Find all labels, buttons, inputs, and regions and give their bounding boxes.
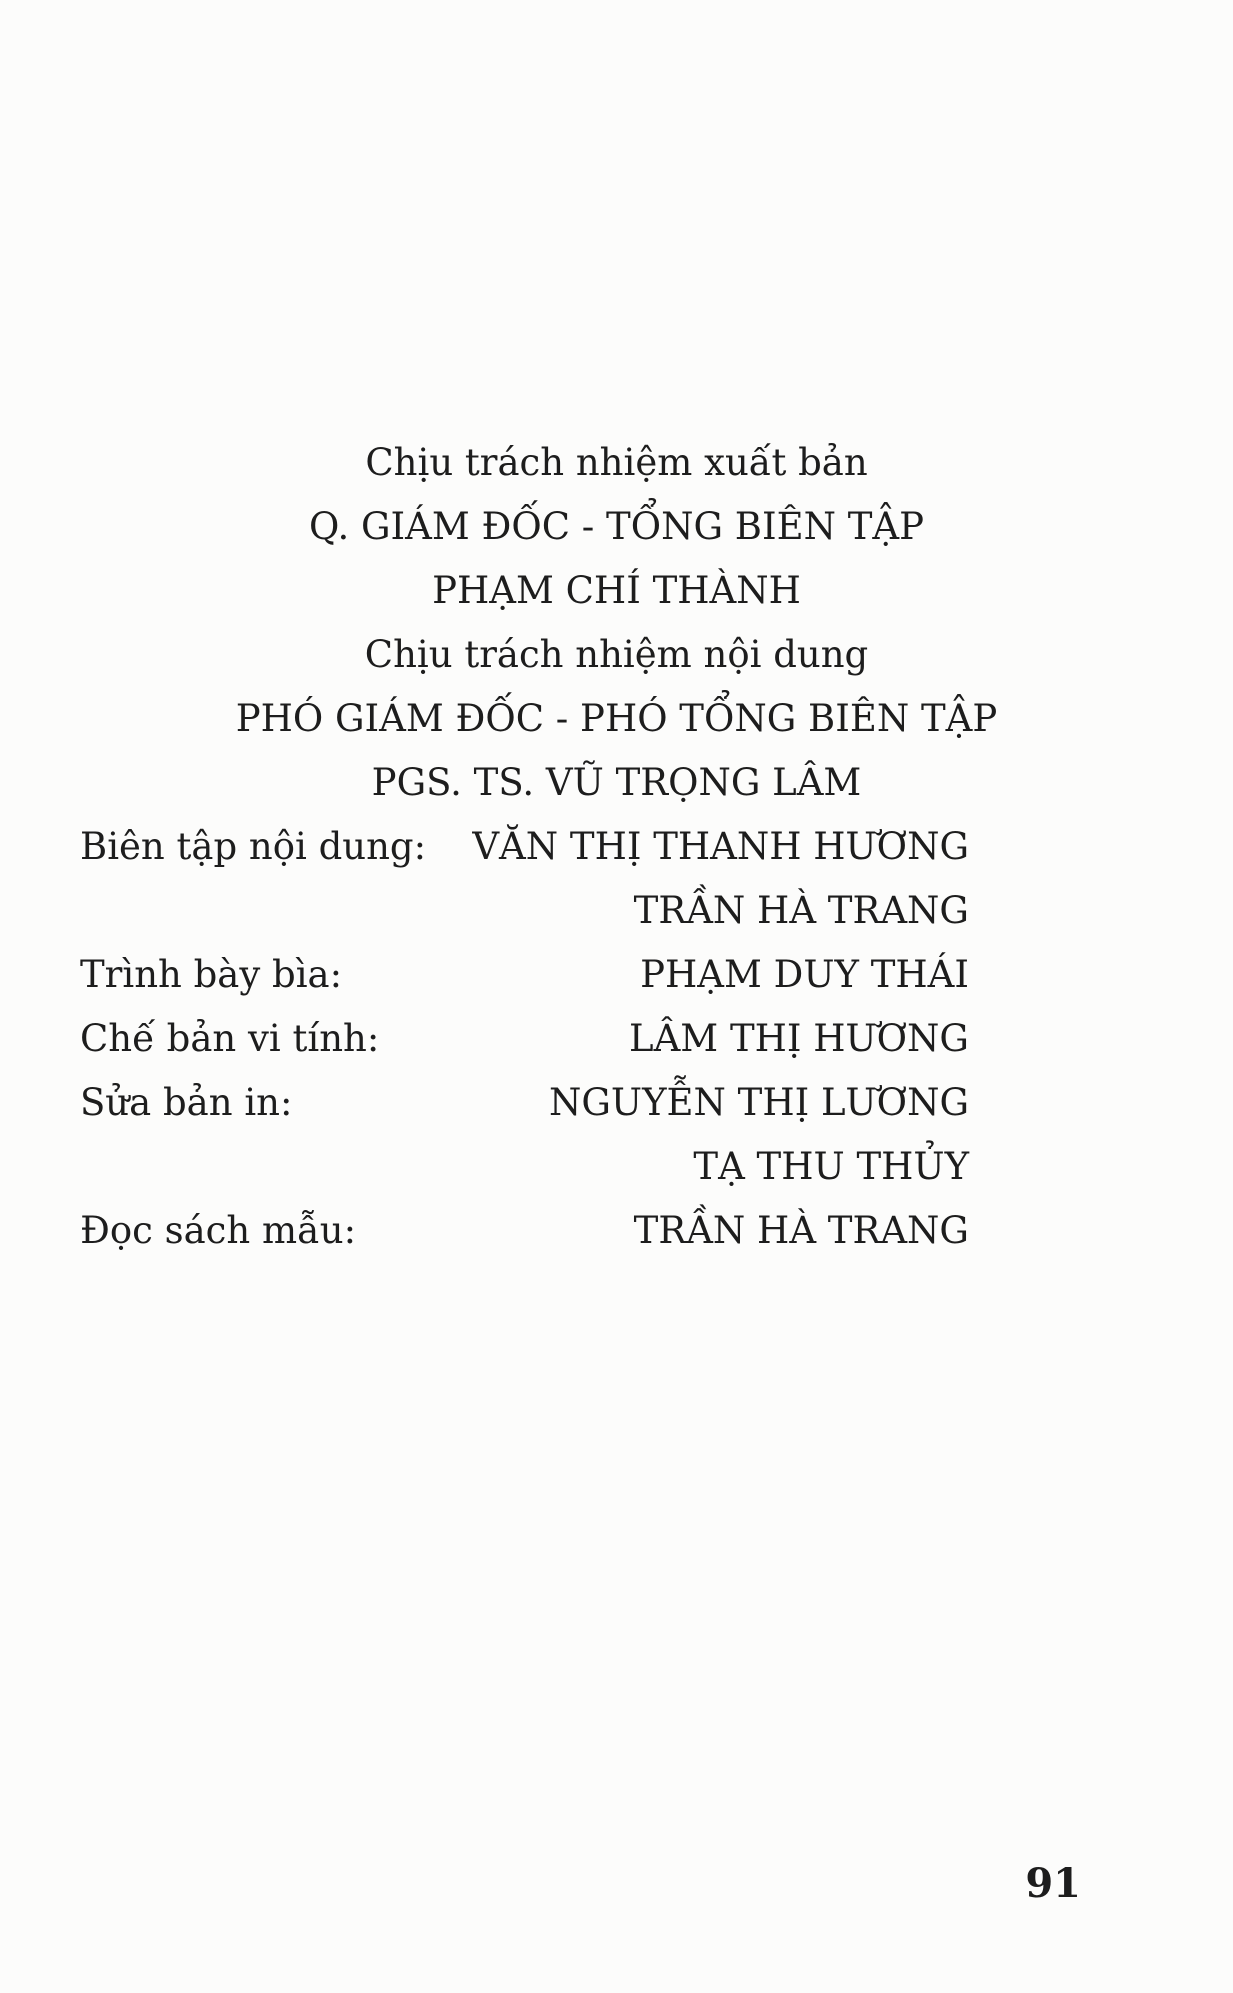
credit-name: TẠ THU THỦY — [693, 1145, 969, 1188]
content-responsibility-heading: Chịu trách nhiệm nội dung — [364, 633, 869, 676]
credit-label-content-editing: Biên tập nội dung: — [80, 825, 427, 868]
deputy-director-name: PGS. TS. VŨ TRỌNG LÂM — [371, 761, 862, 804]
credit-label-proofreading: Sửa bản in: — [80, 1081, 293, 1124]
credit-name: PHẠM DUY THÁI — [640, 953, 969, 996]
deputy-director-title: PHÓ GIÁM ĐỐC - PHÓ TỔNG BIÊN TẬP — [235, 697, 998, 740]
credit-name: LÂM THỊ HƯƠNG — [629, 1017, 969, 1060]
credit-name: VĂN THỊ THANH HƯƠNG — [472, 825, 969, 868]
credit-name: NGUYỄN THỊ LƯƠNG — [548, 1081, 969, 1124]
credit-label-sample-reading: Đọc sách mẫu: — [80, 1209, 357, 1252]
credit-label-cover-design: Trình bày bìa: — [80, 953, 343, 996]
publishing-responsibility-heading: Chịu trách nhiệm xuất bản — [365, 441, 868, 484]
director-name: PHẠM CHÍ THÀNH — [432, 569, 801, 612]
credit-name: TRẦN HÀ TRANG — [633, 1209, 969, 1252]
credit-label-typesetting: Chế bản vi tính: — [80, 1017, 380, 1060]
director-title: Q. GIÁM ĐỐC - TỔNG BIÊN TẬP — [308, 505, 925, 548]
credit-name: TRẦN HÀ TRANG — [633, 889, 969, 932]
page-number: 91 — [1025, 1860, 1081, 1907]
